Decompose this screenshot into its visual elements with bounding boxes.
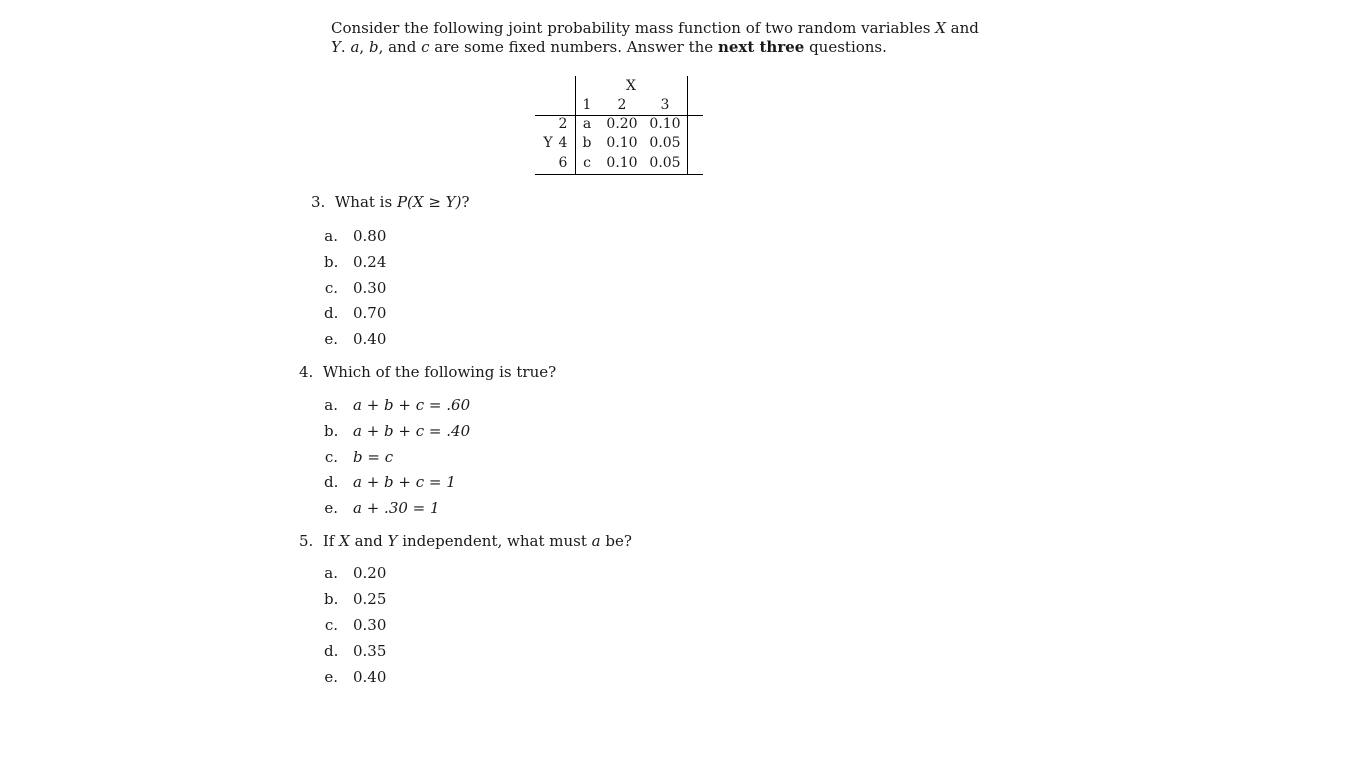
intro-text: , and (378, 38, 422, 56)
option[interactable] (324, 642, 386, 660)
option-letter: b. (324, 590, 339, 608)
table-cell: 0.05 (649, 155, 681, 171)
option[interactable] (324, 253, 386, 271)
sym-b: b (368, 38, 379, 56)
option[interactable] (324, 590, 386, 608)
option-text: 0.40 (353, 330, 387, 348)
option-text: 0.30 (353, 616, 387, 634)
option-text: 0.35 (353, 642, 387, 660)
option[interactable] (324, 668, 386, 686)
question-text: If (322, 532, 340, 550)
table-cell: 0.20 (606, 116, 638, 132)
option[interactable] (324, 304, 386, 322)
option-text: 0.80 (353, 227, 387, 245)
option[interactable] (324, 499, 440, 517)
option-letter: c. (324, 616, 338, 634)
option-text: a + .30 = 1 (353, 499, 440, 517)
option-letter: e. (324, 499, 338, 517)
option-text: b = c (353, 448, 394, 466)
intro-text: are some fixed numbers. Answer the (429, 38, 718, 56)
table-cell: b (582, 135, 592, 151)
question-3 (311, 193, 469, 211)
table-divider-left (575, 76, 576, 175)
intro-text: and (945, 19, 979, 37)
option-letter: a. (324, 564, 338, 582)
table-cell: 0.05 (649, 135, 681, 151)
question-number: 4. (299, 363, 314, 381)
intro-bold: next three (717, 38, 805, 56)
row-header-y: Y (543, 135, 553, 151)
option[interactable] (324, 564, 386, 582)
option-letter: c. (324, 279, 338, 297)
intro-line-1 (331, 19, 979, 37)
option-letter: d. (324, 642, 339, 660)
option-text: 0.70 (353, 304, 387, 322)
option[interactable] (324, 616, 386, 634)
option[interactable] (324, 448, 393, 466)
row-label: 2 (558, 116, 568, 132)
option[interactable] (324, 330, 386, 348)
question-4 (299, 363, 556, 381)
option-letter: b. (324, 253, 339, 271)
col-header-x: X (626, 78, 636, 94)
option-text: a + b + c = .40 (353, 422, 471, 440)
col-label: 3 (660, 97, 670, 113)
sym-a: a (350, 38, 360, 56)
option-letter: d. (324, 473, 339, 491)
table-cell: 0.10 (606, 135, 638, 151)
var-y: Y (331, 38, 341, 56)
col-label: 1 (582, 97, 592, 113)
intro-text: , (359, 38, 369, 56)
var-x: X (339, 532, 350, 550)
option-letter: e. (324, 668, 338, 686)
option-letter: a. (324, 396, 338, 414)
option-text: 0.30 (353, 279, 387, 297)
option[interactable] (324, 396, 470, 414)
option-text: 0.25 (353, 590, 387, 608)
table-cell: a (582, 116, 592, 132)
sym-a: a (591, 532, 601, 550)
question-number: 5. (299, 532, 314, 550)
option-letter: b. (324, 422, 339, 440)
table-divider-right (687, 76, 688, 175)
option[interactable] (324, 279, 386, 297)
question-text: What is (334, 193, 397, 211)
intro-text: questions. (804, 38, 887, 56)
row-label: 4 (558, 135, 568, 151)
sym-c: c (421, 38, 430, 56)
question-math: P(X ≥ Y) (396, 193, 462, 211)
table-cell: c (583, 155, 591, 171)
question-number: 3. (311, 193, 326, 211)
table-cell: 0.10 (606, 155, 638, 171)
intro-line-2 (331, 38, 887, 56)
question-text: independent, what must (397, 532, 592, 550)
table-cell: 0.10 (649, 116, 681, 132)
option-letter: e. (324, 330, 338, 348)
option-letter: a. (324, 227, 338, 245)
question-text: ? (461, 193, 470, 211)
question-text: Which of the following is true? (322, 363, 557, 381)
option[interactable] (324, 422, 470, 440)
option-text: 0.24 (353, 253, 387, 271)
table-bottom-rule (535, 174, 703, 175)
option[interactable] (324, 227, 386, 245)
intro-text: Consider the following joint probability mass function of two random variables (331, 19, 936, 37)
option-text: a + b + c = 1 (353, 473, 456, 491)
question-text: and (349, 532, 388, 550)
row-label: 6 (558, 155, 568, 171)
intro-text: . (340, 38, 351, 56)
col-label: 2 (617, 97, 627, 113)
option-text: 0.20 (353, 564, 387, 582)
option-letter: c. (324, 448, 338, 466)
option-text: 0.40 (353, 668, 387, 686)
question-5 (299, 532, 632, 550)
option-text: a + b + c = .60 (353, 396, 471, 414)
pmf-table (535, 76, 703, 175)
var-x: X (935, 19, 946, 37)
var-y: Y (387, 532, 398, 550)
question-text: be? (600, 532, 632, 550)
option-letter: d. (324, 304, 339, 322)
option[interactable] (324, 473, 456, 491)
